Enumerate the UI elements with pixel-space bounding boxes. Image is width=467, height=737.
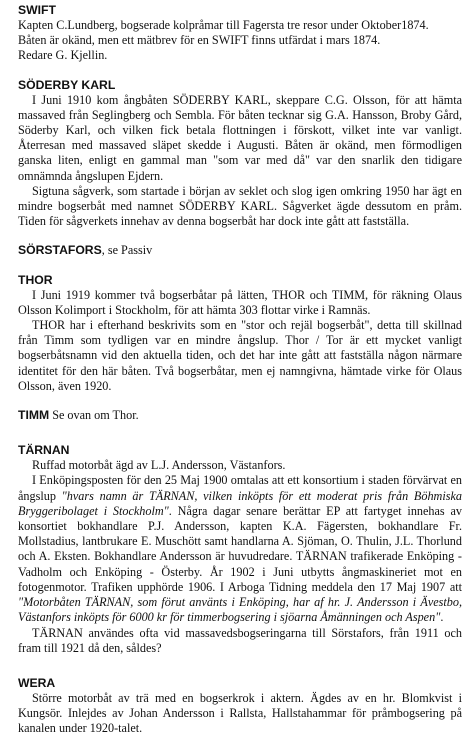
entry-wera — [18, 676, 462, 737]
entry-thor — [18, 273, 462, 394]
entry-heading: TIMM — [18, 408, 50, 423]
quote: "Motorbåten TÄRNAN, som förut använts i Enköping, har af hr. J. Andersson i Ävestbo, Västanfors inköpts för 6000 kr för timmerbogsering i sjöarna Åmänningen och Aspen" — [18, 595, 462, 625]
document-page — [18, 3, 462, 737]
quote: "hvars namn är TÄRNAN, vilken inköpts för ett moderat pris från Böhmiska Bryggeribolaget i Stockholm" — [18, 488, 462, 518]
entry-line: Kapten C.Lundberg, bogserade kolpråmar till Fagersta tre resor under Oktober1874. — [18, 18, 429, 32]
entry-soderby-karl — [18, 78, 462, 230]
entry-heading: TÄRNAN — [18, 443, 70, 458]
entry-reference: SÖRSTAFORS, se Passiv — [18, 243, 153, 258]
entry-line: Båten är okänd, men ett mätbrev för en SWIFT finns utfärdat i mars 1874. — [18, 33, 381, 48]
entry-timm — [18, 408, 462, 423]
entry-paragraph: THOR har i efterhand beskrivits som en "stor och rejäl bogserbåt", detta till skillnad från Timm som tydligen var en mindre ångslup. Thor / Tor är ett mycket vanligt bogserbåtsnamn vid den aktuella tiden, och det har inte gått att fastställa någon närmare identitet för den här båten. Två bogserbåtar, men ej namngivna, hämtade virke för Olaus Olsson, även 1920. — [18, 318, 462, 393]
entry-heading: THOR — [18, 272, 53, 287]
entry-paragraph: TÄRNAN användes ofta vid massavedsbogseringarna till Sörstafors, från 1911 och fram till 1921 då den, såldes? — [18, 625, 462, 655]
entry-paragraph: I Enköpingsposten för den 25 Maj 1900 omtalas att ett konsortium i staden förvärvat en ångslup "hvars namn är TÄRNAN, vilken inköpts för ett moderat pris från Böhmiska Bryggeribolaget i Stockholm". Några dagar senare berättar EP att fartyget innehas av konsortiet bokhandlare P.J. Andersson, kapten K.A. Fägersten, bokhandlare Fr. Mollstadius, lantbrukare E. Muschött samt handlarna A. Sjöman, O. Thulin, J.L. Thorlund och A. Eksten. Bokhandlare Andersson är huvudredare. TÄRNAN trafikerade Enköping - Vadholm och Enköping - Österby. År 1902 i Juni utbytts ångmaskineriet mot en fotogenmotor. Trafiken upphörde 1906. I Arboga Tidning meddela den 17 Maj 1907 att "Motorbåten TÄRNAN, som förut använts i Enköping, har af hr. J. Andersson i Ävestbo, Västanfors inköpts för 6000 kr för timmerbogsering i sjöarna Åmänningen och Aspen". — [18, 473, 462, 625]
entry-paragraph: I Juni 1910 kom ångbåten SÖDERBY KARL, skeppare C.G. Olsson, för att hämta massaved från Seglingberg och Sembla. För båten tecknar sig G.A. Hansson, Broby Gård, Söderby Karl, och vilken fick betala flottningen i förskott, vilket inte var vanligt. Återresan med massaved släpet skedde i Augusti. Båten är okänd, men förmodligen ganska liten, enligt en gammal man "som var med då" var den snarlik den tidigare omnämnda ångslupen Ejdern. — [18, 92, 462, 183]
entry-paragraph: Sigtuna sågverk, som startade i början av seklet och slog igen omkring 1950 har ägt en mindre bogserbåt med namnet SÖDERBY KARL. Sågverket ägde dessutom en pråm. Tiden för sågverkets innehav av denna bogserbåt har dock inte gått att fastställa. — [18, 183, 462, 229]
entry-line: Redare G. Kjellin. — [18, 48, 108, 63]
entry-swift — [18, 3, 462, 64]
entry-heading: SWIFT — [18, 3, 56, 17]
entry-heading: SÖDERBY KARL — [18, 77, 116, 92]
entry-heading: SÖRSTAFORS — [18, 243, 102, 258]
entry-sorstafors — [18, 243, 462, 258]
entry-tarnan — [18, 443, 462, 656]
entry-subtitle: Ruffad motorbåt ägd av L.J. Andersson, Västanfors. — [32, 458, 286, 473]
entry-paragraph: Större motorbåt av trä med en bogserkrok i aktern. Ägdes av en hr. Blomkvist i Kungsör. Inlejdes av Johan Andersson i Rallsta, Hallstahammar för pråmbogsering på kanalen under 1920-talet. — [18, 690, 462, 736]
entry-reference: TIMM Se ovan om Thor. — [18, 408, 139, 423]
entry-paragraph: I Juni 1919 kommer två bogserbåtar på lätten, THOR och TIMM, för räkning Olaus Olsson Kolimport i Stockholm, för att hämta 303 flottar virke i Ramnäs. — [18, 287, 462, 317]
entry-heading: WERA — [18, 675, 56, 690]
